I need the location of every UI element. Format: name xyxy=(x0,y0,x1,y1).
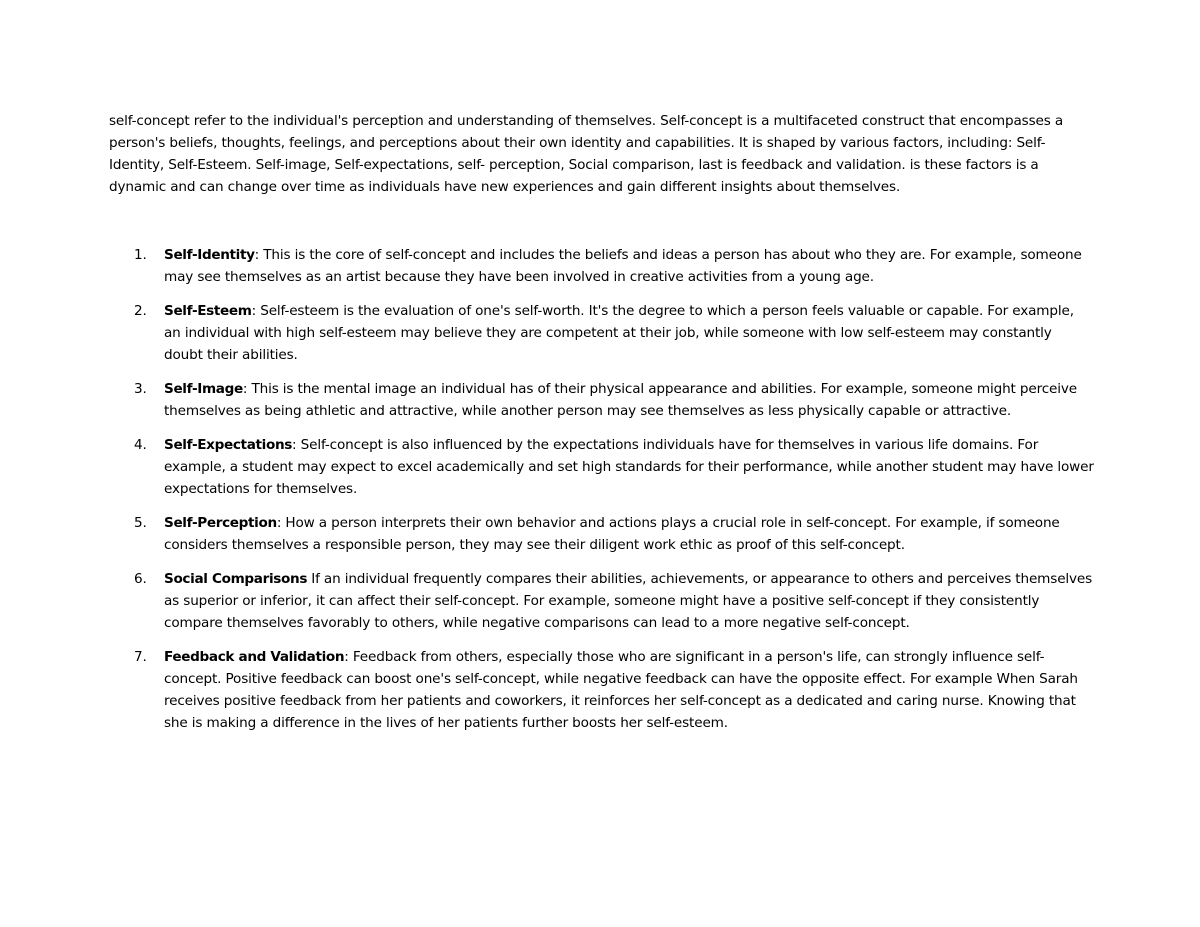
item-separator: : xyxy=(254,247,260,263)
item-separator: : xyxy=(292,437,297,453)
list-item xyxy=(109,568,1094,634)
item-description: Feedback from others, especially those who are significant in a person's life, can strongly influence self-concept. Positive feedback can boost one's self-concept, while negative feedback can have the opposite effect. For example When Sarah receives positive feedback from her patients and coworkers, it reinforces her self-concept as a dedicated and caring nurse. Knowing that she is making a difference in the lives of her patients further boosts her self-esteem. xyxy=(164,649,1078,731)
item-number: 2. xyxy=(134,303,147,319)
item-number: 3. xyxy=(134,381,147,397)
item-number: 6. xyxy=(134,571,147,587)
item-separator: : xyxy=(276,515,282,531)
intro-paragraph: self-concept refer to the individual's perception and understanding of themselves. Self-concept is a multifaceted construct that encompasses a person's beliefs, thoughts, feelings, and perceptions about their own identity and capabilities. It is shaped by various factors, including: Self-Identity, Self-Esteem. Self-image, Self-expectations, self- perception, Social comparison, last is feedback and validation. is these factors is a dynamic and can change over time as individuals have new experiences and gain different insights about themselves. xyxy=(109,113,1064,195)
item-term: Self-Expectations xyxy=(164,437,293,453)
item-number: 7. xyxy=(134,649,147,665)
item-separator: : xyxy=(242,381,248,397)
list-item xyxy=(109,378,1094,422)
item-separator: : xyxy=(251,303,257,319)
list-item xyxy=(109,300,1094,366)
list-item xyxy=(109,646,1094,734)
item-term: Self-Identity xyxy=(164,247,255,263)
item-separator: : xyxy=(344,649,349,665)
factors-list xyxy=(109,244,1094,746)
item-term: Social Comparisons xyxy=(164,571,308,587)
item-description: If an individual frequently compares their abilities, achievements, or appearance to others and perceives themselves as superior or inferior, it can affect their self-concept. For example, someone might have a positive self-concept if they consistently compare themselves favorably to others, while negative comparisons can lead to a more negative self-concept. xyxy=(164,571,1093,631)
item-description: Self-esteem is the evaluation of one's self-worth. It's the degree to which a person feels valuable or capable. For example, an individual with high self-esteem may believe they are competent at their job, while someone with low self-esteem may constantly doubt their abilities. xyxy=(164,303,1074,363)
item-term: Self-Esteem xyxy=(164,303,252,319)
list-item xyxy=(109,512,1094,556)
list-item xyxy=(109,434,1094,500)
item-number: 5. xyxy=(134,515,147,531)
item-number: 1. xyxy=(134,247,147,263)
item-number: 4. xyxy=(134,437,147,453)
item-description: This is the core of self-concept and includes the beliefs and ideas a person has about who they are. For example, someone may see themselves as an artist because they have been involved in creative activities from a young age. xyxy=(164,247,1082,285)
list-item xyxy=(109,244,1094,288)
item-description: How a person interprets their own behavior and actions plays a crucial role in self-concept. For example, if someone considers themselves a responsible person, they may see their diligent work ethic as proof of this self-concept. xyxy=(164,515,1060,553)
item-description: Self-concept is also influenced by the expectations individuals have for themselves in various life domains. For example, a student may expect to excel academically and set high standards for their performance, while another student may have lower expectations for themselves. xyxy=(164,437,1094,497)
item-term: Self-Image xyxy=(164,381,243,397)
item-term: Self-Perception xyxy=(164,515,277,531)
item-description: This is the mental image an individual has of their physical appearance and abilities. For example, someone might perceive themselves as being athletic and attractive, while another person may see themselves as less physically capable or attractive. xyxy=(164,381,1077,419)
item-term: Feedback and Validation xyxy=(164,649,345,665)
